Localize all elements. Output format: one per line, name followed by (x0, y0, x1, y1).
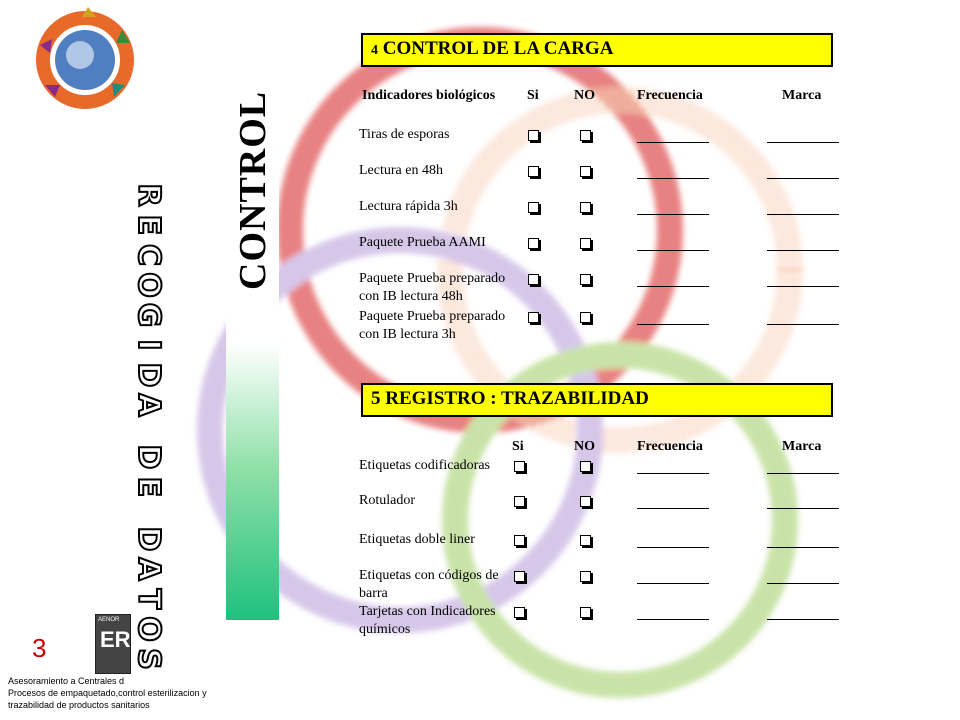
vertical-letter: I (131, 339, 166, 351)
frequency-line[interactable] (637, 178, 709, 179)
mark-line[interactable] (767, 547, 839, 548)
checkbox-no[interactable] (580, 130, 591, 141)
checkbox-si[interactable] (528, 130, 539, 141)
vertical-letter: S (131, 648, 166, 670)
frequency-line[interactable] (637, 250, 709, 251)
checkbox-si[interactable] (514, 607, 525, 618)
vertical-letter: O (131, 272, 166, 298)
frequency-line[interactable] (637, 547, 709, 548)
aenor-certification-badge-icon (95, 614, 131, 674)
checkbox-si[interactable] (514, 461, 525, 472)
checkbox-no[interactable] (580, 202, 591, 213)
checkbox-no[interactable] (580, 274, 591, 285)
row-label: Lectura rápida 3h (359, 199, 458, 214)
checkbox-si[interactable] (514, 496, 525, 507)
checkbox-si[interactable] (514, 571, 525, 582)
mark-line[interactable] (767, 214, 839, 215)
vertical-letter: D (131, 362, 166, 388)
footer-line-2: Procesos de empaquetado,control esterilizacion y (8, 688, 207, 698)
row-label: Lectura en 48h (359, 163, 443, 178)
vertical-letter: D (131, 444, 166, 470)
checkbox-no[interactable] (580, 166, 591, 177)
badge-top-text: AENOR (98, 617, 120, 623)
mark-line[interactable] (767, 286, 839, 287)
checkbox-no[interactable] (580, 312, 591, 323)
vertical-letter: C (131, 243, 166, 267)
mark-line[interactable] (767, 619, 839, 620)
frequency-line[interactable] (637, 508, 709, 509)
vertical-letter: O (131, 616, 166, 642)
frequency-line[interactable] (637, 214, 709, 215)
footer-line-3: trazabilidad de productos sanitarios (8, 700, 150, 710)
col-si: Si (527, 88, 539, 103)
footer-line-1: Asesoramiento a Centrales d (8, 676, 125, 686)
row-label: Tarjetas con Indicadores químicos (359, 604, 496, 637)
col-si-5: Si (512, 439, 524, 454)
section4-header (361, 33, 833, 67)
mark-line[interactable] (767, 178, 839, 179)
frequency-line[interactable] (637, 583, 709, 584)
vertical-letter: E (131, 214, 166, 236)
mark-line[interactable] (767, 583, 839, 584)
globe-logo-icon (30, 5, 140, 115)
checkbox-no[interactable] (580, 535, 591, 546)
checkbox-no[interactable] (580, 238, 591, 249)
vertical-letter: R (131, 183, 166, 207)
checkbox-no[interactable] (580, 571, 591, 582)
checkbox-no[interactable] (580, 607, 591, 618)
checkbox-si[interactable] (528, 274, 539, 285)
mark-line[interactable] (767, 142, 839, 143)
row-label: Etiquetas doble liner (359, 532, 475, 547)
col-no-5: NO (574, 439, 595, 454)
vertical-letter: D (131, 526, 166, 552)
page-number: 3 (32, 633, 47, 663)
checkbox-no[interactable] (580, 496, 591, 507)
col-frequency: Frecuencia (637, 88, 703, 103)
vertical-letter: E (131, 476, 166, 498)
mark-line[interactable] (767, 250, 839, 251)
frequency-line[interactable] (637, 473, 709, 474)
col-mark-5: Marca (782, 439, 822, 454)
vertical-letter: A (131, 557, 166, 581)
checkbox-no[interactable] (580, 461, 591, 472)
vertical-letter: A (131, 393, 166, 417)
col-frequency-5: Frecuencia (637, 439, 703, 454)
frequency-line[interactable] (637, 619, 709, 620)
row-label: Etiquetas con códigos de barra (359, 568, 499, 601)
col-mark: Marca (782, 88, 822, 103)
col-no: NO (574, 88, 595, 103)
section4-number: 4 (371, 43, 378, 58)
mark-line[interactable] (767, 473, 839, 474)
badge-mark-text: ER (100, 627, 131, 652)
checkbox-si[interactable] (528, 238, 539, 249)
row-label: Paquete Prueba preparado con IB lectura 3h (359, 309, 506, 342)
section5-title: 5 REGISTRO : TRAZABILIDAD (371, 388, 649, 409)
frequency-line[interactable] (637, 324, 709, 325)
vertical-letter: T (131, 588, 166, 610)
checkbox-si[interactable] (528, 312, 539, 323)
row-label: Tiras de esporas (359, 127, 450, 142)
frequency-line[interactable] (637, 142, 709, 143)
checkbox-si[interactable] (528, 166, 539, 177)
row-label: Paquete Prueba preparado con IB lectura 48h (359, 271, 506, 304)
vertical-letter: G (131, 302, 166, 328)
mark-line[interactable] (767, 508, 839, 509)
footer-text (8, 675, 207, 711)
row-label: Etiquetas codificadoras (359, 458, 491, 473)
checkbox-si[interactable] (514, 535, 525, 546)
section5-header (361, 383, 833, 417)
section4-title: CONTROL DE LA CARGA (382, 38, 614, 59)
mark-line[interactable] (767, 324, 839, 325)
frequency-line[interactable] (637, 286, 709, 287)
control-vertical-title: CONTROL (232, 90, 274, 290)
row-label: Rotulador (359, 493, 415, 508)
checkbox-si[interactable] (528, 202, 539, 213)
recogida-de-datos-vertical-text (118, 180, 178, 674)
row-label: Paquete Prueba AAMI (359, 235, 486, 250)
col-indicator: Indicadores biológicos (362, 88, 496, 103)
